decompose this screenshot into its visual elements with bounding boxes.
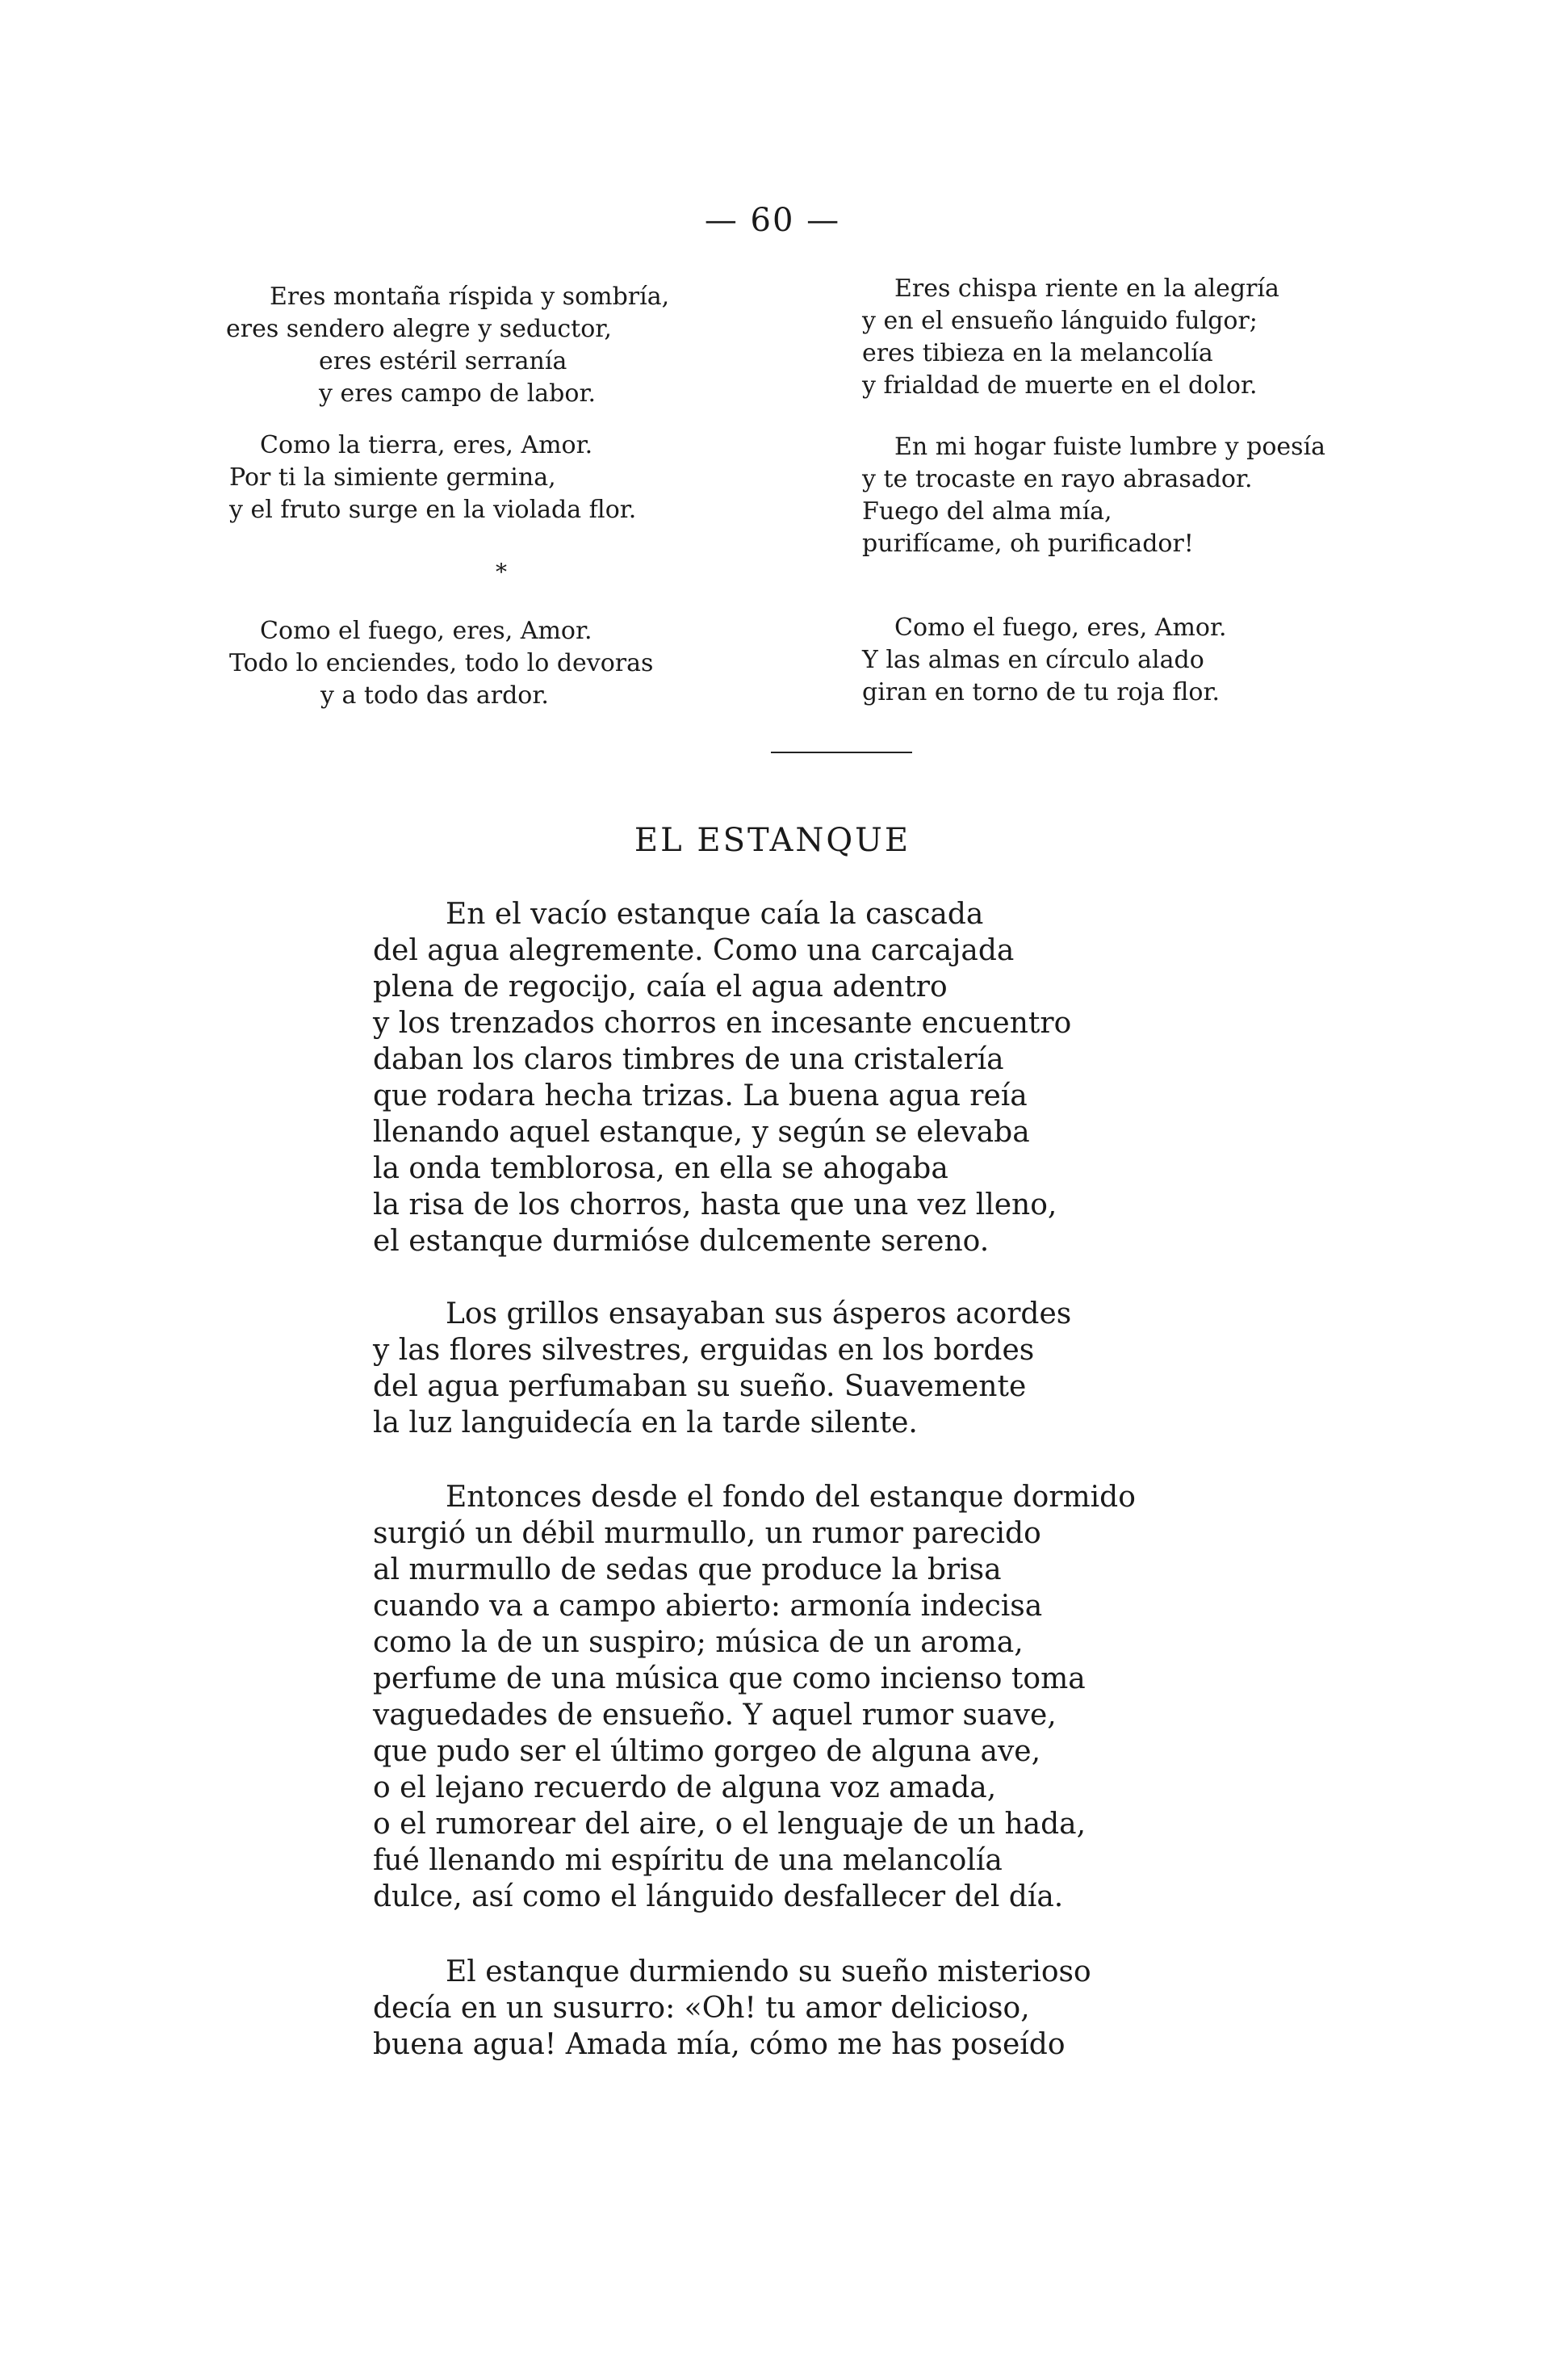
verse-line: Y las almas en círculo alado bbox=[862, 646, 1204, 674]
verse-line: Como el fuego, eres, Amor. bbox=[260, 617, 592, 645]
verse-line: eres sendero alegre y seductor, bbox=[226, 315, 612, 343]
verse-line: y las flores silvestres, erguidas en los bordes bbox=[373, 1334, 1035, 1367]
verse-line: la risa de los chorros, hasta que una vez lleno, bbox=[373, 1188, 1057, 1221]
verse-line: Como la tierra, eres, Amor. bbox=[260, 431, 593, 459]
verse-line: o el lejano recuerdo de alguna voz amada, bbox=[373, 1771, 997, 1804]
poem-stanza-2 bbox=[373, 1296, 1261, 1441]
poem-stanza-4 bbox=[373, 1954, 1261, 2063]
verse-line: eres tibieza en la melancolía bbox=[862, 339, 1213, 367]
verse-line: el estanque durmióse dulcemente sereno. bbox=[373, 1225, 990, 1258]
verse-line: surgió un débil murmullo, un rumor parecido bbox=[373, 1517, 1041, 1550]
verse-line: del agua alegremente. Como una carcajada bbox=[373, 934, 1015, 967]
verse-line: la luz languidecía en la tarde silente. bbox=[373, 1406, 918, 1439]
verse-line: vaguedades de ensueño. Y aquel rumor suave, bbox=[373, 1699, 1057, 1732]
verse-line: Fuego del alma mía, bbox=[862, 497, 1112, 526]
poem-title: EL ESTANQUE bbox=[634, 822, 911, 859]
verse-line: dulce, así como el lánguido desfallecer del día. bbox=[373, 1880, 1064, 1913]
section-divider bbox=[771, 752, 912, 753]
poem-stanza-1 bbox=[373, 896, 1261, 1259]
verse-line: decía en un susurro: «Oh! tu amor delicioso, bbox=[373, 1992, 1030, 2025]
verse-line: Como el fuego, eres, Amor. bbox=[894, 614, 1227, 642]
right-stanza-1 bbox=[862, 273, 1279, 402]
verse-line: perfume de una música que como incienso toma bbox=[373, 1662, 1086, 1695]
verse-line: del agua perfumaban su sueño. Suavemente bbox=[373, 1370, 1027, 1403]
verse-line: y frialdad de muerte en el dolor. bbox=[862, 371, 1258, 400]
verse-line: Todo lo enciendes, todo lo devoras bbox=[229, 649, 654, 677]
verse-line: Eres montaña ríspida y sombría, bbox=[270, 283, 670, 311]
verse-line: que pudo ser el último gorgeo de alguna ave, bbox=[373, 1735, 1041, 1768]
verse-line: Los grillos ensayaban sus ásperos acordes bbox=[446, 1297, 1072, 1330]
verse-line: y el fruto surge en la violada flor. bbox=[229, 496, 637, 524]
verse-line: fué llenando mi espíritu de una melancolía bbox=[373, 1844, 1003, 1877]
verse-line: o el rumorear del aire, o el lenguaje de un hada, bbox=[373, 1808, 1087, 1841]
verse-line: En el vacío estanque caía la cascada bbox=[446, 898, 984, 931]
verse-line: Entonces desde el fondo del estanque dormido bbox=[446, 1481, 1136, 1514]
verse-line: y en el ensueño lánguido fulgor; bbox=[862, 307, 1258, 335]
left-stanza-2 bbox=[226, 429, 636, 526]
left-stanza-3 bbox=[226, 615, 653, 712]
verse-line: la onda temblorosa, en ella se ahogaba bbox=[373, 1152, 948, 1185]
verse-line: eres estéril serranía bbox=[319, 347, 567, 375]
verse-line: plena de regocijo, caía el agua adentro bbox=[373, 970, 948, 1004]
verse-line: Eres chispa riente en la alegría bbox=[894, 274, 1279, 303]
verse-line: y los trenzados chorros en incesante encuentro bbox=[373, 1007, 1072, 1040]
verse-line: y te trocaste en rayo abrasador. bbox=[862, 465, 1253, 493]
verse-line: como la de un suspiro; música de un aroma, bbox=[373, 1626, 1024, 1659]
verse-line: Por ti la simiente germina, bbox=[229, 463, 556, 492]
verse-line: giran en torno de tu roja flor. bbox=[862, 678, 1221, 706]
verse-line: cuando va a campo abierto: armonía indecisa bbox=[373, 1590, 1043, 1623]
verse-line: y a todo das ardor. bbox=[320, 681, 549, 710]
verse-line: buena agua! Amada mía, cómo me has poseído bbox=[373, 2028, 1066, 2061]
right-stanza-3 bbox=[862, 612, 1227, 709]
verse-line: En mi hogar fuiste lumbre y poesía bbox=[894, 433, 1326, 461]
verse-line: El estanque durmiendo su sueño misterioso bbox=[446, 1955, 1091, 1988]
left-stanza-1 bbox=[226, 281, 669, 410]
verse-line: al murmullo de sedas que produce la brisa bbox=[373, 1553, 1002, 1586]
section-asterisk: * bbox=[496, 559, 507, 585]
right-stanza-2 bbox=[862, 431, 1325, 560]
verse-line: daban los claros timbres de una cristalería bbox=[373, 1043, 1004, 1076]
verse-line: que rodara hecha trizas. La buena agua reía bbox=[373, 1079, 1028, 1112]
verse-line: y eres campo de labor. bbox=[319, 379, 597, 408]
verse-line: purifícame, oh purificador! bbox=[862, 530, 1194, 558]
verse-line: llenando aquel estanque, y según se elevaba bbox=[373, 1116, 1030, 1149]
poem-stanza-3 bbox=[373, 1479, 1261, 1915]
page-number: — 60 — bbox=[704, 202, 841, 239]
